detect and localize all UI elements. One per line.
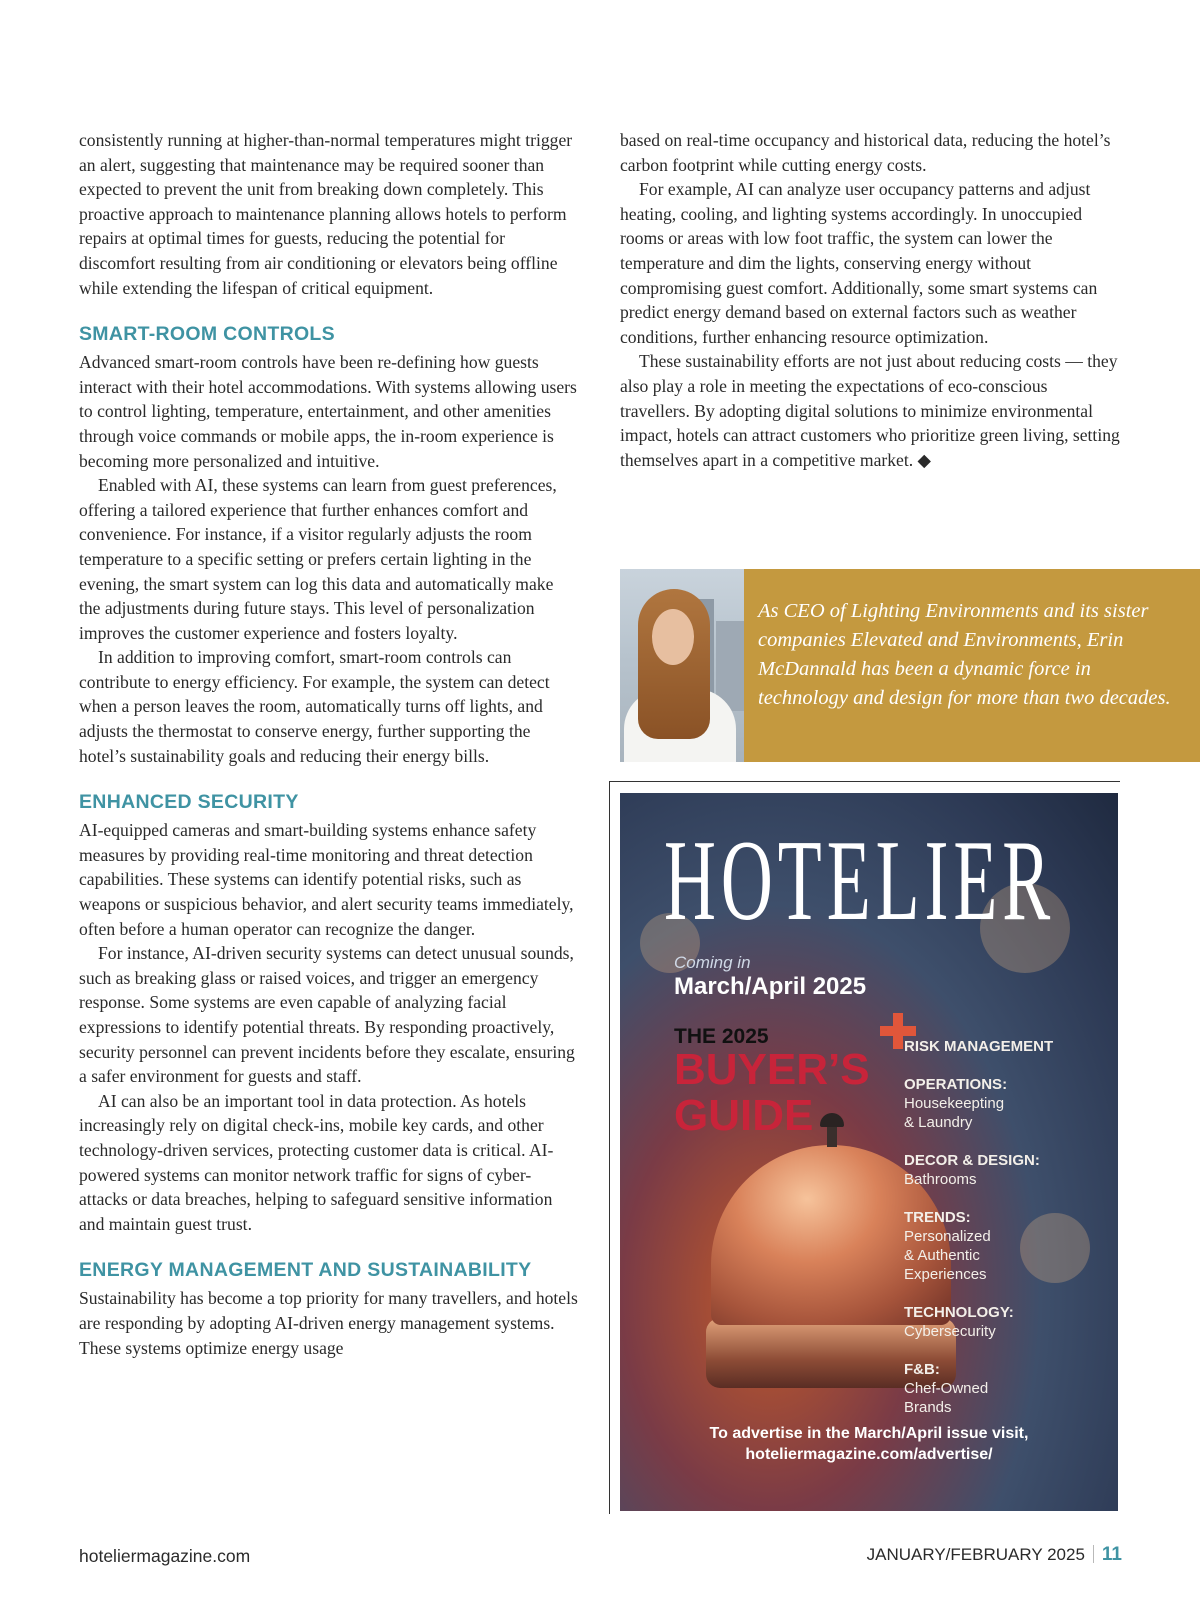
- paragraph: based on real-time occupancy and historical data, reducing the hotel’s carbon footprint while cutting energy costs.: [620, 130, 1111, 175]
- ad-topic: [904, 1303, 1104, 1341]
- paragraph: These sustainability efforts are not just about reducing costs — they also play a role in meeting the expectations of eco-conscious travellers. By adopting digital solutions to minimize environmental impact, hotels can attract customers who prioritize green living, setting themselves apart in a competitive market. ◆: [620, 351, 1120, 470]
- footer-site-link[interactable]: hoteliermagazine.com: [79, 1546, 251, 1566]
- paragraph: For instance, AI-driven security systems can detect unusual sounds, such as breaking glass or raised voices, and trigger an emergency response. Some systems are even capable of analyzing facial expressions to identify potential threats. By responding proactively, security personnel can prevent incidents before they escalate, ensuring a safer environment for guests and staff.: [79, 943, 575, 1087]
- ad-topic-list: [904, 1037, 1104, 1436]
- ad-topic-sub: Bathrooms: [904, 1171, 977, 1188]
- ad-cta: [620, 1423, 1118, 1465]
- page-number: 11: [1101, 1544, 1122, 1565]
- ad-guide-title-line1: BUYER’S: [674, 1045, 870, 1094]
- ad-topic-sub: Chef-Owned Brands: [904, 1380, 989, 1416]
- ad-topic-sub: Housekeepting & Laundry: [904, 1095, 1005, 1131]
- ad-topic-head: F&B:: [904, 1361, 940, 1378]
- ad-topic-sub: Cybersecurity: [904, 1323, 996, 1340]
- ad-topic-head: RISK MANAGEMENT: [904, 1038, 1054, 1055]
- paragraph: consistently running at higher-than-normal temperatures might trigger an alert, suggesting that maintenance may be required sooner than expected to prevent the unit from breaking down completely. This proactive approach to maintenance planning allows hotels to perform repairs at optimal times for guests, reducing the potential for discomfort resulting from air conditioning or elevators being offline while extending the lifespan of critical equipment.: [79, 130, 573, 298]
- ad-cta-text: To advertise in the March/April issue visit,: [709, 1425, 1029, 1442]
- ad-topic: [904, 1037, 1104, 1056]
- ad-topic-sub: Personalized & Authentic Experiences: [904, 1228, 991, 1283]
- ad-guide-title-line2: GUIDE: [674, 1091, 814, 1140]
- ad-topic-head: TECHNOLOGY:: [904, 1304, 1014, 1321]
- author-bio-text: As CEO of Lighting Environments and its sister companies Elevated and Environments, Erin McDannald has been a dynamic force in technology and design for more than two decades.: [744, 569, 1200, 762]
- hotelier-ad[interactable]: [620, 793, 1118, 1511]
- ad-cta-link[interactable]: hoteliermagazine.com/advertise/: [745, 1446, 993, 1463]
- section-heading-security: ENHANCED SECURITY: [79, 791, 299, 814]
- author-bio-box: [620, 569, 1200, 762]
- ad-topic-head: DECOR & DESIGN:: [904, 1152, 1040, 1169]
- ad-topic-head: TRENDS:: [904, 1209, 971, 1226]
- ad-issue-label: March/April 2025: [674, 973, 867, 1000]
- author-photo: [620, 569, 744, 762]
- article-left-column: [79, 128, 579, 1360]
- ad-guide-year: THE 2025: [674, 1025, 769, 1048]
- paragraph: Advanced smart-room controls have been re-defining how guests interact with their hotel accommodations. With systems allowing users to control lighting, temperature, entertainment, and other amenities through voice commands or mobile apps, the in-room experience is becoming more personalized and intuitive.: [79, 352, 577, 471]
- ad-topic-head: OPERATIONS:: [904, 1076, 1008, 1093]
- ad-masthead: HOTELIER: [664, 817, 1056, 945]
- footer-issue-info: [867, 1544, 1122, 1566]
- footer-divider: [1093, 1545, 1094, 1563]
- paragraph: In addition to improving comfort, smart-room controls can contribute to energy efficiency. For example, the system can detect when a person leaves the room, automatically turns off lights, and adjusts the thermostat to conserve energy, further supporting the hotel’s sustainability goals and reducing their energy bills.: [79, 647, 550, 766]
- section-heading-energy: ENERGY MANAGEMENT AND SUSTAINABILITY: [79, 1259, 532, 1282]
- paragraph: AI-equipped cameras and smart-building systems enhance safety measures by providing real-time monitoring and threat detection capabilities. These systems can identify potential risks, such as weapons or suspicious behavior, and alert security teams immediately, often before a human operator can recognize the danger.: [79, 820, 574, 939]
- section-heading-smart-room: SMART-ROOM CONTROLS: [79, 323, 335, 346]
- ad-topic: [904, 1360, 1104, 1417]
- paragraph: AI can also be an important tool in data protection. As hotels increasingly rely on digital check-ins, mobile key cards, and other technology-driven services, protecting customer data is critical. AI-powered systems can monitor network traffic for signs of cyber-attacks or data breaches, helping to safeguard sensitive information and maintain guest trust.: [79, 1090, 554, 1234]
- paragraph: Enabled with AI, these systems can learn from guest preferences, offering a tailored experience that further enhances comfort and convenience. For instance, if a visitor regularly adjusts the room temperature to a specific setting or prefers certain lighting in the evening, the smart system can log this data and automatically make the adjustments during future stays. This level of personalization improves the customer experience and fosters loyalty.: [79, 475, 557, 643]
- ad-topic: [904, 1151, 1104, 1189]
- paragraph: Sustainability has become a top priority for many travellers, and hotels are responding by adopting AI-driven energy management systems. These systems optimize energy usage: [79, 1288, 578, 1358]
- article-right-column: [620, 128, 1120, 472]
- ad-coming-label: Coming in: [674, 953, 751, 972]
- ad-topic: [904, 1208, 1104, 1284]
- ad-topic: [904, 1075, 1104, 1132]
- footer-issue-date: JANUARY/FEBRUARY 2025: [866, 1545, 1085, 1564]
- paragraph: For example, AI can analyze user occupancy patterns and adjust heating, cooling, and lighting systems accordingly. In unoccupied rooms or areas with low foot traffic, the system can lower the temperature and dim the lights, conserving energy without compromising guest comfort. Additionally, some smart systems can predict energy demand based on external factors such as weather conditions, further enhancing resource optimization.: [620, 179, 1098, 347]
